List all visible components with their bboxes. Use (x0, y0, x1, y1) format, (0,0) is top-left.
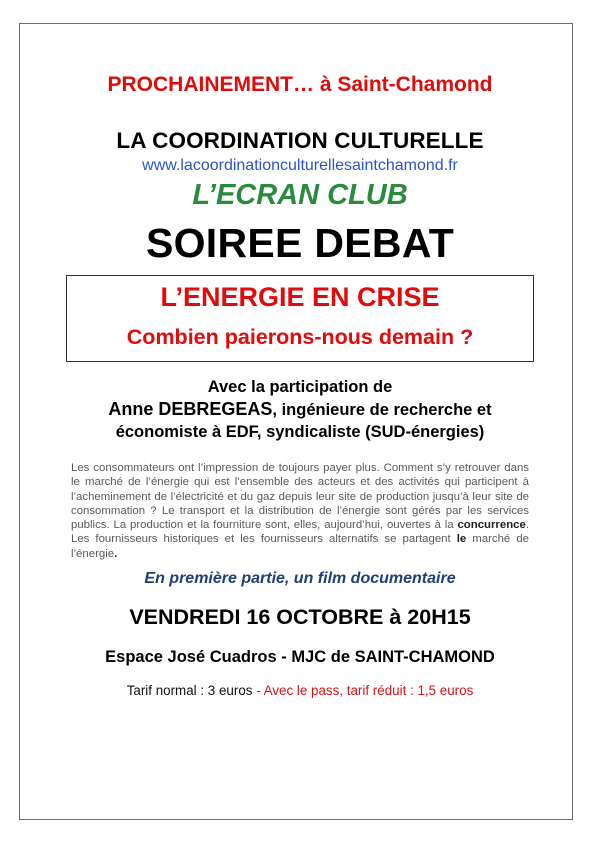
price-reduced: Avec le pass, tarif réduit : 1,5 euros (263, 683, 474, 698)
guest-intro: Avec la participation de (207, 378, 393, 396)
announcement-heading: PROCHAINEMENT… à Saint-Chamond (107, 73, 493, 96)
description-highlight-3: . (114, 547, 118, 560)
description-highlight-1: concurrence (457, 519, 526, 532)
organizer-website-link[interactable]: www.lacoordinationculturellesaintchamond.fr (142, 157, 458, 174)
first-part-note: En première partie, un film documentaire (144, 570, 456, 587)
pricing-line (0, 683, 600, 698)
description-text-1: Les consommateurs ont l’impression de toujours payer plus. Comment s’y retrouver dans le marché de l’énergie qui est l’ensemble des acteurs et des activités qui participent à l’acheminement de l’électricité et du gaz depuis leur site de production jusqu’à leur site de consommation ? Le transport et la distribution de l’énergie sont gérés par les services publics. La production et la fourniture sont, elles, aujourd’hui, ouvertes à la (71, 462, 529, 532)
event-type-title: SOIREE DEBAT (145, 220, 455, 266)
organizer-name: LA COORDINATION CULTURELLE (116, 128, 484, 153)
guest-name: Anne DEBREGEAS (108, 399, 273, 419)
event-venue: Espace José Cuadros - MJC de SAINT-CHAMOND (105, 648, 495, 666)
description-text-2: . Les fournisseurs historiques et les fournisseurs alternatifs se partagent (71, 519, 529, 546)
guest-role-part1: , ingénieure de recherche et (272, 401, 492, 419)
guest-role-part2: économiste à EDF, syndicaliste (SUD-énergies) (115, 423, 485, 441)
club-name: L’ECRAN CLUB (192, 179, 408, 211)
topic-title: L’ENERGIE EN CRISE (160, 282, 440, 312)
price-separator: - (252, 683, 264, 698)
description-text-3: marché de l’énergie (71, 533, 529, 560)
guest-block (0, 376, 600, 443)
price-normal: Tarif normal : 3 euros (126, 683, 253, 698)
description-highlight-2: le (456, 533, 467, 546)
topic-subtitle: Combien paierons-nous demain ? (126, 325, 474, 349)
event-description (71, 461, 529, 561)
event-date-time: VENDREDI 16 OCTOBRE à 20H15 (129, 605, 471, 629)
guest-line (0, 398, 600, 421)
